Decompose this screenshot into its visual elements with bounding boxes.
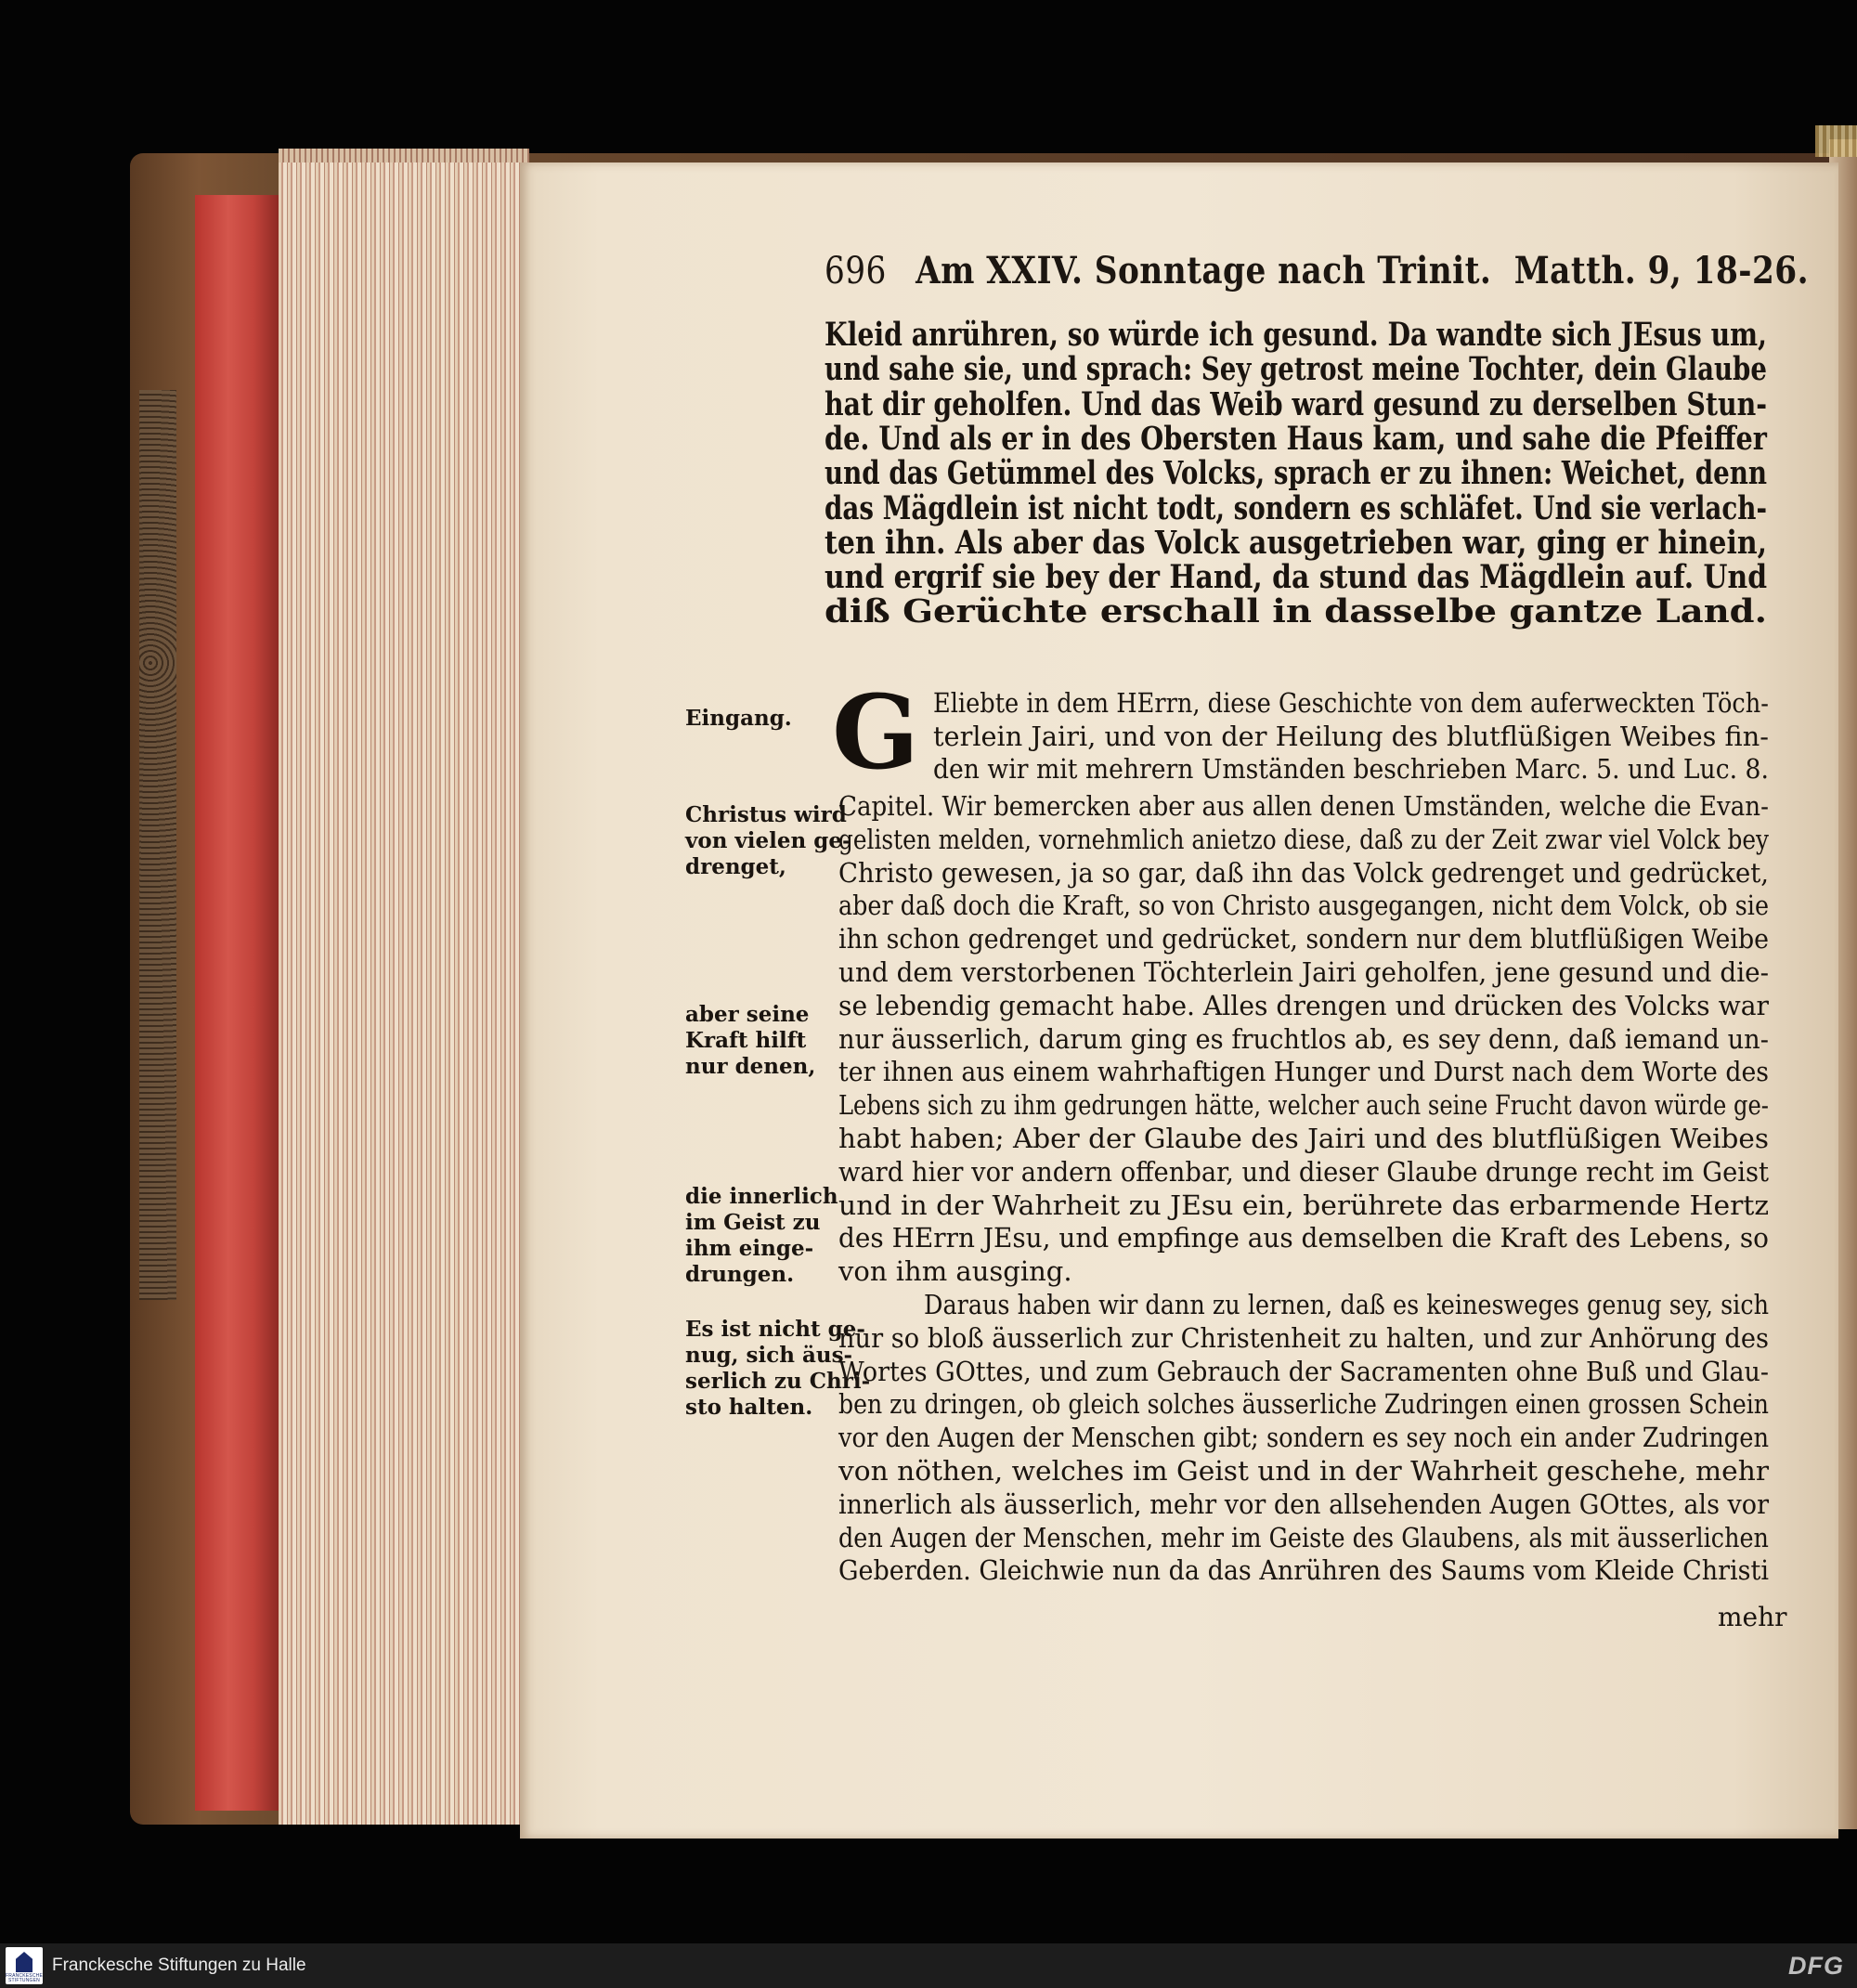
running-head-reference: Matth. 9, 18-26. (1513, 249, 1809, 292)
body-line: nur so bloß äusserlich zur Christenheit zu halten, und zur Anhörung des (838, 1321, 1769, 1354)
page-stack (279, 162, 529, 1825)
dfg-logo: DFG (1788, 1952, 1844, 1980)
body-line: von nöthen, welches im Geist und in der Wahrheit geschehe, mehr (838, 1455, 1769, 1487)
red-page-edge (195, 195, 279, 1811)
scripture-line: diß Gerüchte erschall in dasselbe gantze Land. (825, 592, 1767, 631)
body-line: und in der Wahrheit zu JEsu ein, berührete das erbarmende Hertz (838, 1189, 1770, 1221)
drop-initial: G (832, 672, 919, 792)
margin-note-line: nur denen, (685, 1054, 816, 1079)
scripture-line: und sahe sie, und sprach: Sey getrost meine Tochter, dein Glaube (825, 350, 1767, 389)
cover-marbling (139, 390, 176, 1300)
margin-note-line: drenget, (685, 854, 786, 879)
body-line: se lebendig gemacht habe. Alles drengen und drücken des Volcks war (838, 989, 1770, 1021)
logo-caption: FRANCKESCHE STIFTUNGEN (6, 1973, 43, 1983)
running-head-title: Am XXIV. Sonntage nach Trinit. (916, 249, 1492, 292)
viewer-footer (0, 1943, 1857, 1988)
margin-note-line: aber seine (685, 1002, 810, 1027)
scripture-line: de. Und als er in des Obersten Haus kam, und sahe die Pfeiffer (825, 419, 1767, 458)
margin-note-line: serlich zu Chri- (685, 1369, 871, 1394)
scripture-line: hat dir geholfen. Und das Weib ward gesund zu derselben Stun- (825, 384, 1767, 423)
institution-name: Franckesche Stiftungen zu Halle (52, 1956, 306, 1975)
body-line: Geberden. Gleichwie nun da das Anrühren des Saums vom Kleide Christi (838, 1554, 1769, 1587)
opening-line: Eliebte in dem HErrn, diese Geschichte von dem auferweckten Töch- (933, 687, 1769, 719)
opening-line: terlein Jairi, und von der Heilung des blutflüßigen Weibes fin- (933, 720, 1769, 752)
opening-line: den wir mit mehrern Umständen beschrieben Marc. 5. und Luc. 8. (933, 753, 1769, 785)
institution-logo (6, 1947, 43, 1984)
body-line: gelisten melden, vornehmlich anietzo diese, daß zu der Zeit zwar viel Volck bey (838, 823, 1770, 855)
body-line: innerlich als äusserlich, mehr vor den allsehenden Augen GOttes, als vor (838, 1488, 1770, 1520)
scripture-line: Kleid anrühren, so würde ich gesund. Da wandte sich JEsus um, (825, 316, 1767, 354)
body-line: des HErrn JEsu, und empfinge aus demselben die Kraft des Lebens, so (838, 1222, 1769, 1254)
margin-note-line: Kraft hilft (685, 1028, 807, 1053)
body-line: vor den Augen der Menschen gibt; sondern es sey noch ein ander Zudringen (838, 1422, 1770, 1454)
margin-note-line: von vielen ge- (685, 828, 851, 853)
page-number: 696 (825, 250, 887, 292)
running-head (825, 249, 1809, 292)
scripture-line: ten ihn. Als aber das Volck ausgetrieben war, ging er hinein, (825, 523, 1768, 562)
body-line: aber daß doch die Kraft, so von Christo ausgegangen, nicht dem Volck, ob sie (838, 890, 1769, 922)
body-line: nur äusserlich, darum ging es fruchtlos ab, es sey denn, daß iemand un- (838, 1022, 1769, 1055)
margin-note-line: drungen. (685, 1262, 795, 1287)
body-line: Lebens sich zu ihm gedrungen hätte, welcher auch seine Frucht davon würde ge- (838, 1089, 1769, 1122)
body-line: ihn schon gedrenget und gedrücket, sondern nur dem blutflüßigen Weibe (838, 923, 1770, 955)
building-icon (16, 1952, 32, 1972)
margin-note-line: die innerlich (685, 1184, 838, 1209)
body-line: Daraus haben wir dann zu lernen, daß es keinesweges genug sey, sich (924, 1289, 1770, 1320)
body-line: ben zu dringen, ob gleich solches äusserliche Zudringen einen grossen Schein (838, 1388, 1769, 1421)
body-line: den Augen der Menschen, mehr im Geiste des Glaubens, als mit äusserlichen (838, 1521, 1769, 1553)
body-line: ter ihnen aus einem wahrhaftigen Hunger und Durst nach dem Worte des (838, 1056, 1770, 1088)
catchword: mehr (1718, 1602, 1787, 1632)
body-line: habt haben; Aber der Glaube des Jairi und des blutflüßigen Weibes (838, 1123, 1769, 1154)
margin-note-line: nug, sich äus- (685, 1343, 853, 1368)
headband (1815, 125, 1857, 157)
scripture-line: und ergrif sie bey der Hand, da stund das Mägdlein auf. Und (825, 558, 1768, 597)
margin-note-line: Christus wird (685, 802, 847, 827)
body-line: Wortes GOttes, und zum Gebrauch der Sacramenten ohne Buß und Glau- (838, 1355, 1770, 1387)
body-line: Capitel. Wir bemercken aber aus allen denen Umständen, welche die Evan- (838, 790, 1769, 822)
margin-note-line: Eingang. (685, 706, 792, 731)
body-line: und dem verstorbenen Töchterlein Jairi geholfen, jene gesund und die- (838, 956, 1770, 988)
body-line: ward hier vor andern offenbar, und dieser Glaube drunge recht im Geist (838, 1155, 1770, 1188)
margin-note-line: sto halten. (685, 1395, 813, 1420)
body-line: Christo gewesen, ja so gar, daß ihn das Volck gedrenget und gedrücket, (838, 856, 1769, 889)
body-line: von ihm ausging. (838, 1255, 1072, 1288)
margin-note-line: ihm einge- (685, 1236, 814, 1261)
margin-note-line: im Geist zu (685, 1210, 821, 1235)
margin-note-line: Es ist nicht ge- (685, 1317, 865, 1342)
scripture-line: das Mägdlein ist nicht todt, sondern es schläfet. Und sie verlach- (825, 488, 1767, 527)
scripture-line: und das Getümmel des Volcks, sprach er zu ihnen: Weichet, denn (825, 454, 1768, 493)
